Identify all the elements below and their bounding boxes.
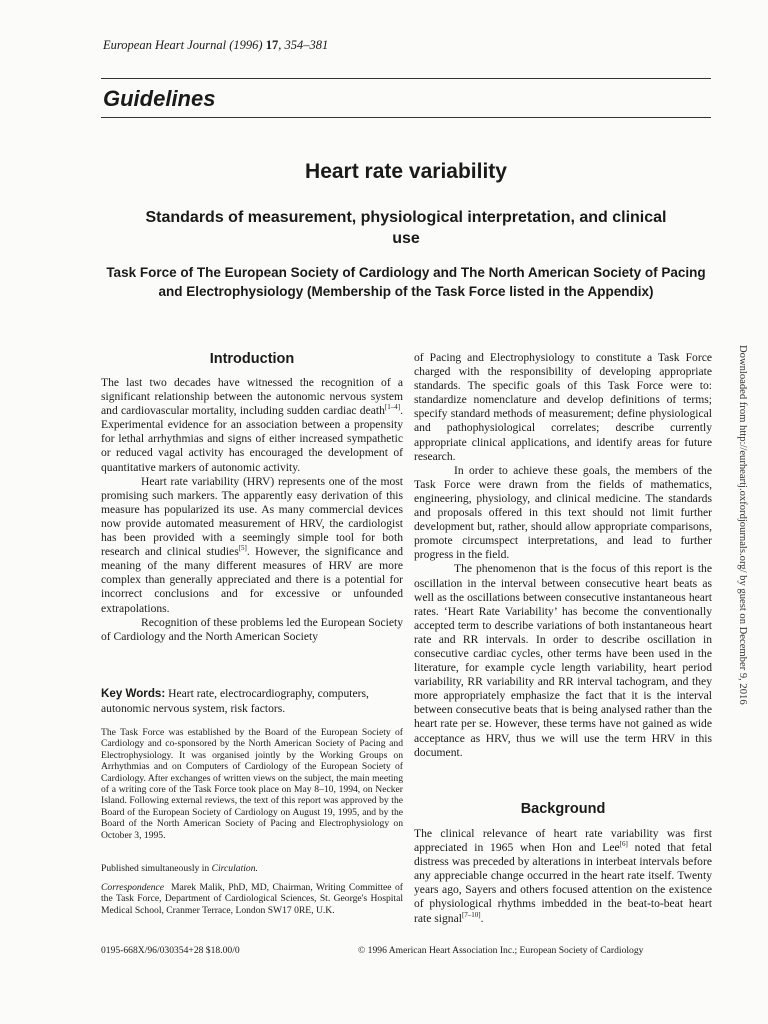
article-title: Heart rate variability	[305, 160, 507, 183]
background-paragraph: The clinical relevance of heart rate variability was first appreciated in 1965 when Hon and Lee[6] noted that fetal distress was preceded by alterations in interbeat intervals before any appreciable change occurred in the heart rate itself. Twenty years ago, Sayers and others focused attention on the existence of physiological rhythms imbedded in the beat-to-beat heart rate signal[7–10].	[414, 827, 713, 925]
keywords-label: Key Words:	[101, 687, 166, 700]
task-force-note: The Task Force was established by the Board of the European Society of Cardiology and co-sponsored by the North American Society of Pacing and Electrophysiology. It was organised jointly by the Working Groups on Arrhythmias and on Computers of Cardiology of the European Society of Cardiology. After exchanges of written views on the subject, the main meeting of a writing core of the Task Force took place on May 8–10, 1994, on Necker Island. Following external reviews, the text of this report was approved by the Board of the European Society of Cardiology on August 19, 1995, and by the Board of the North American Society of Pacing and Electrophysiology on October 3, 1995.	[101, 727, 403, 841]
journal-year: (1996)	[229, 38, 263, 52]
copyright-notice: © 1996 American Heart Association Inc.; European Society of Cardiology	[358, 945, 644, 956]
right-paragraph-2: In order to achieve these goals, the members of the Task Force were drawn from the fields of mathematics, engineering, physiology, and clinical medicine. The standards and proposals offered in this text should not limit further development but, rather, should allow appropriate comparisons, promote circumspect interpretations, and lead to further progress in the field.	[414, 463, 712, 562]
top-rule	[101, 78, 711, 79]
journal-pages: 354–381	[284, 38, 329, 52]
keywords-text: Heart rate, electrocardiography, computers, autonomic nervous system, risk factors.	[101, 687, 369, 715]
journal-name: European Heart Journal	[103, 38, 227, 52]
background-body	[414, 827, 712, 926]
introduction-heading: Introduction	[209, 351, 295, 367]
published-note: Published simultaneously in Circulation.	[101, 863, 258, 874]
section-label: Guidelines	[103, 86, 216, 111]
download-notice: Downloaded from http://eurheartj.oxfordjournals.org/ by guest on December 9, 2016	[737, 345, 748, 705]
background-heading: Background	[520, 801, 606, 817]
citation-ref: [5]	[238, 544, 247, 553]
journal-citation: European Heart Journal (1996) 17, 354–381	[103, 38, 329, 52]
intro-paragraph-2: Heart rate variability (HRV) represents one of the most promising such markers. The apparently easy derivation of this measure has popularized its use. As many commercial devices now provide automated measurement of HRV, the cardiologist has been provided with a seemingly simple tool for both research and clinical studies[5]. However, the significance and meaning of the many different measures of HRV are more complex than generally appreciated and there is a potential for incorrect conclusions and for excessive or unfounded extrapolations.	[101, 474, 403, 615]
article-code: 0195-668X/96/030354+28 $18.00/0	[101, 945, 240, 956]
article-authors: Task Force of The European Society of Cardiology and The North American Society of Pacing and Electrophysiology (Membership of the Task Force listed in the Appendix)	[106, 265, 706, 299]
intro-paragraph-1: The last two decades have witnessed the recognition of a significant relationship between the autonomic nervous system and cardiovascular mortality, including sudden cardiac death[1–4]. Experimental evidence for an association between a propensity for lethal arrhythmias and signs of either increased sympathetic or reduced vagal activity has encouraged the development of quantitative markers of autonomic activity.	[101, 376, 403, 474]
journal-volume: 17	[265, 38, 279, 52]
citation-ref: [7–10]	[461, 910, 481, 919]
section-rule	[101, 117, 711, 118]
right-column-body	[414, 351, 712, 760]
citation-ref: [6]	[619, 840, 628, 849]
citation-ref: [1–4]	[384, 403, 401, 412]
introduction-body	[101, 376, 403, 644]
right-paragraph-3: The phenomenon that is the focus of this report is the oscillation in the interval between consecutive heart beats as well as the oscillations between consecutive instantaneous heart rates. ‘Heart Rate Variability’ has become the conventionally accepted term to describe variations of both instantaneous heart rate and RR intervals. In order to describe oscillation in consecutive cardiac cycles, other terms have been used in the literature, for example cycle length variability, heart period variability, RR variability and RR interval tachogram, and they more appropriately emphasize the fact that it is the interval between consecutive beats that is being analysed rather than the heart rate per se. However, these terms have not gained as wide acceptance as HRV, thus we will use the term HRV in this document.	[414, 562, 712, 759]
right-paragraph-1: of Pacing and Electrophysiology to constitute a Task Force charged with the responsibility of developing appropriate standards. The specific goals of this Task Force were to: standardize nomenclature and develop definitions of terms; specify standard methods of measurement; define physiological and pathophysiological correlates; describe currently appropriate clinical applications, and identify areas for future research.	[414, 351, 712, 463]
keywords	[101, 687, 403, 716]
correspondence-note: Correspondence Marek Malik, PhD, MD, Chairman, Writing Committee of the Task Force, Department of Cardiological Sciences, St. George's Hospital Medical School, Cranmer Terrace, London SW17 0RE, U.K.	[101, 882, 403, 916]
intro-paragraph-3: Recognition of these problems led the European Society of Cardiology and the North American Society	[101, 615, 403, 643]
article-subtitle: Standards of measurement, physiological interpretation, and clinical use	[145, 209, 667, 247]
